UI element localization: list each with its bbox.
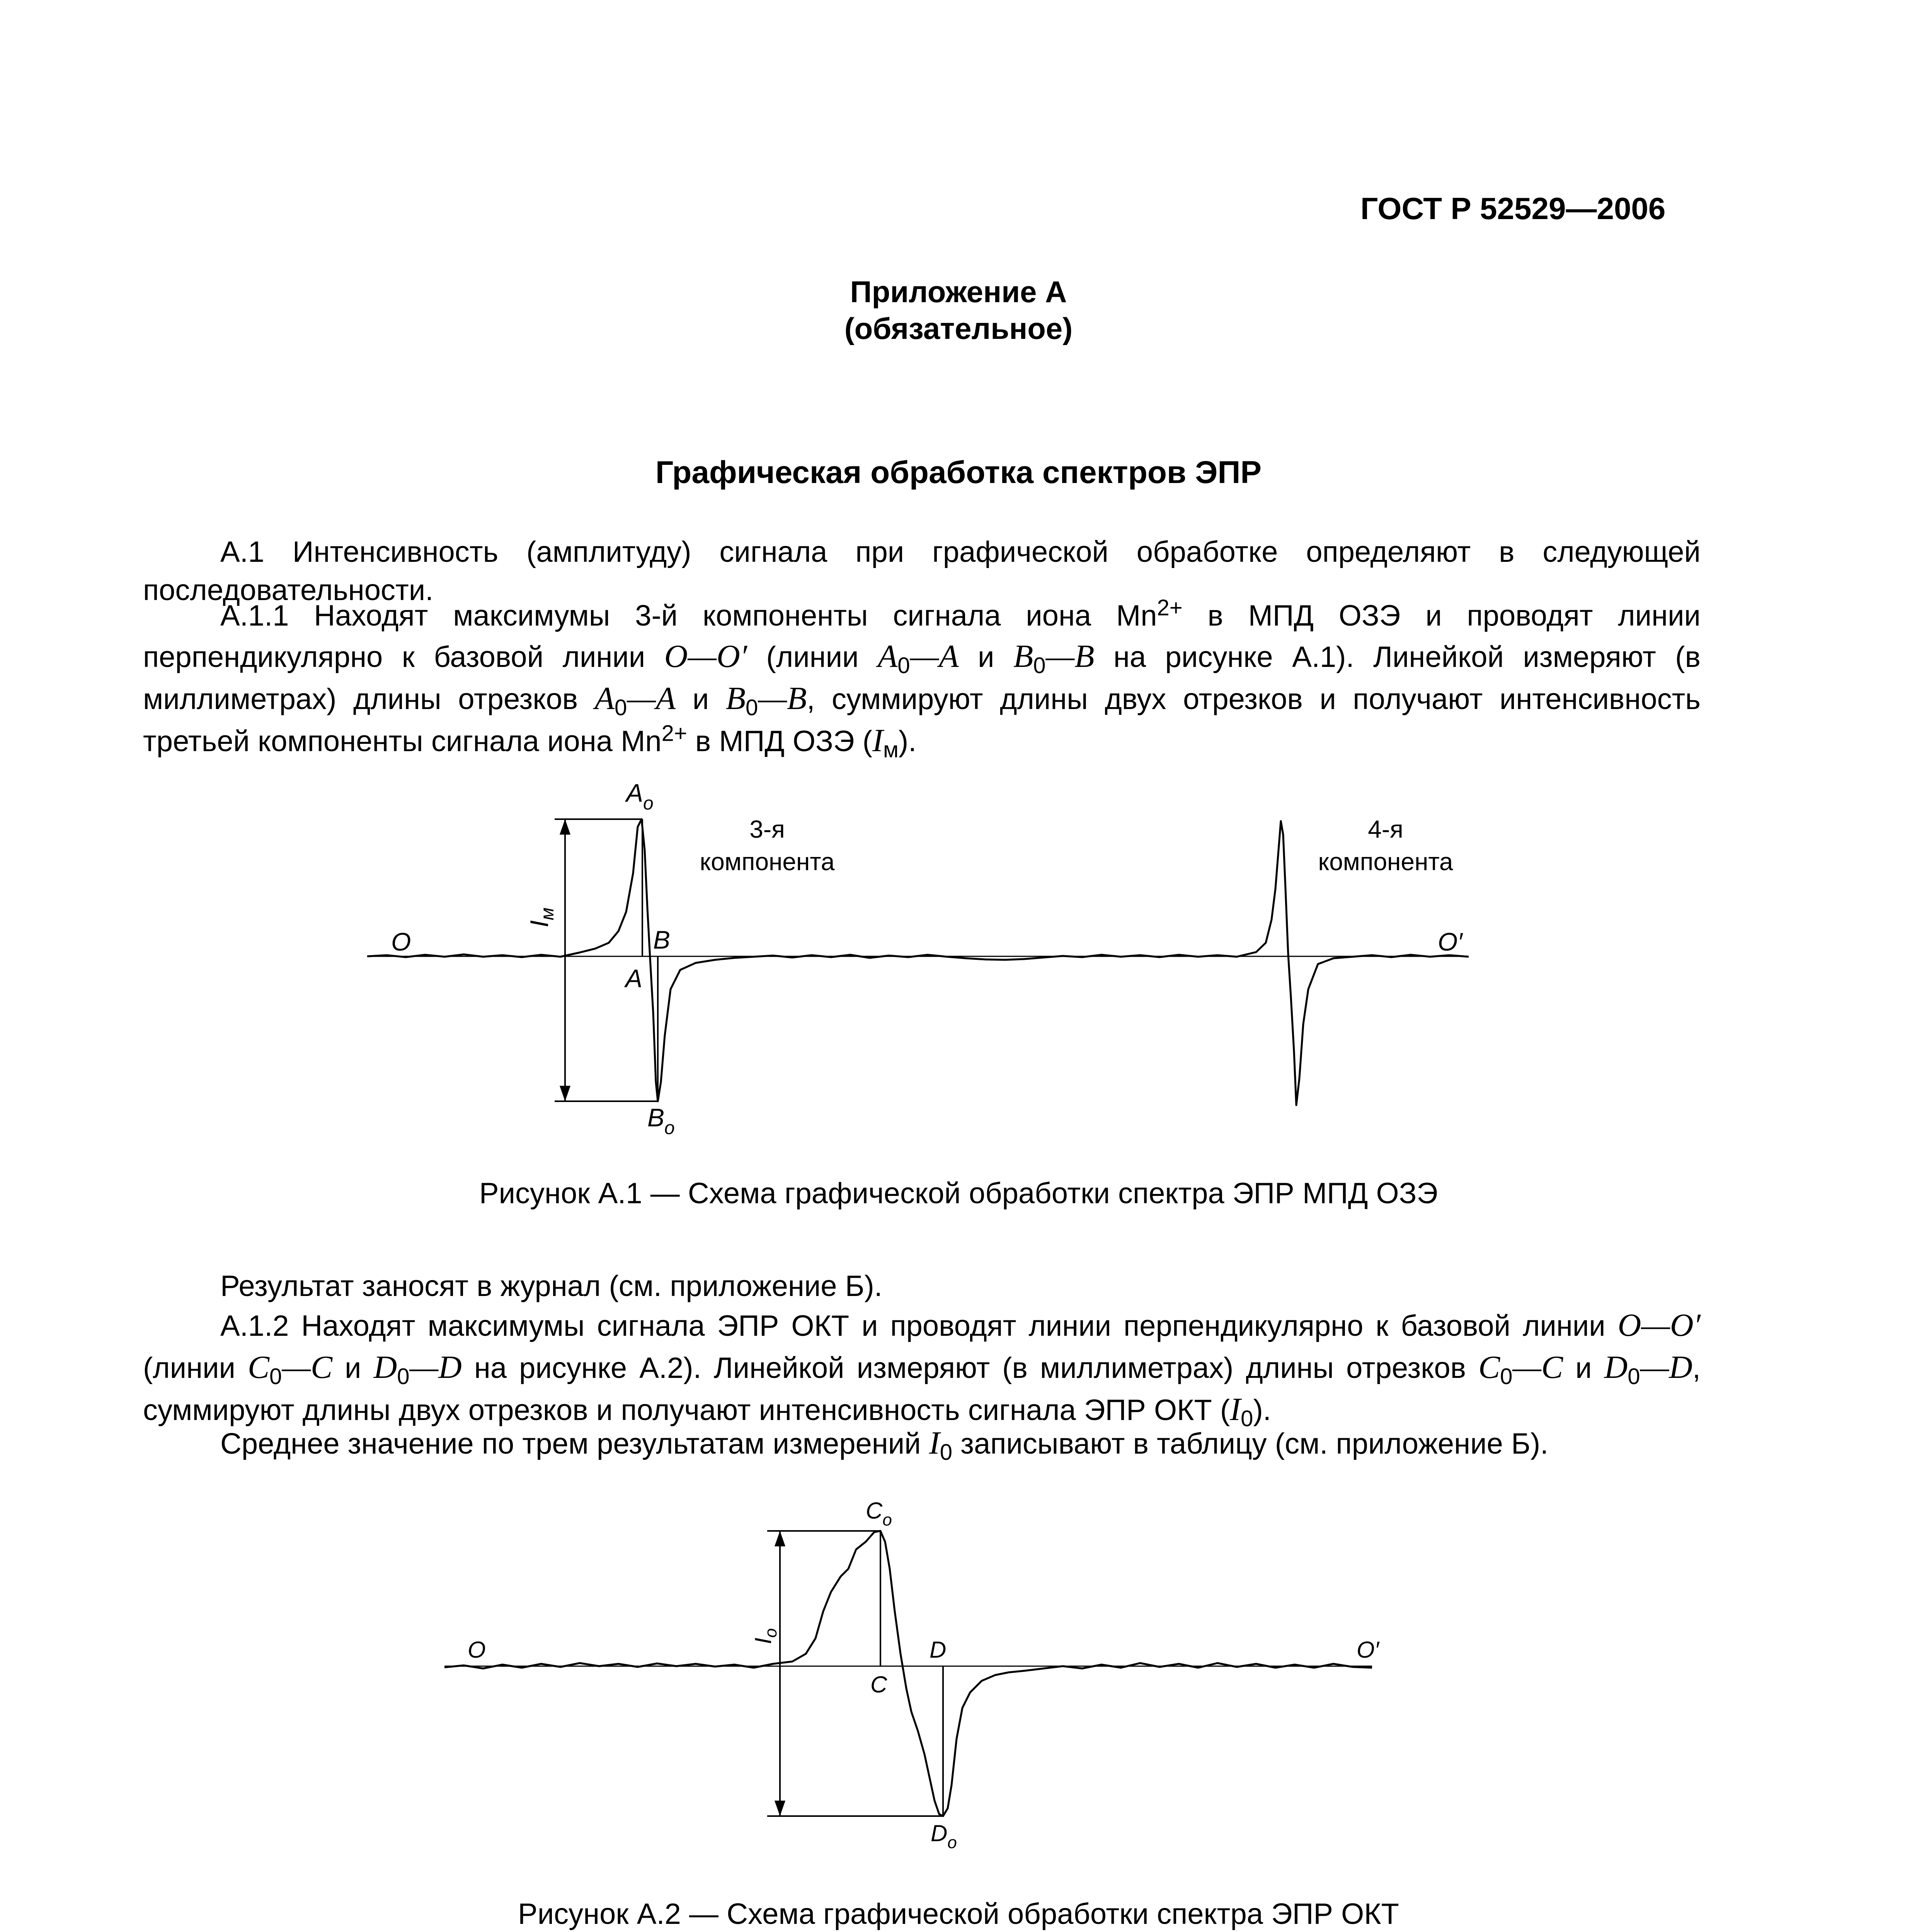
figure-a1 [0, 753, 1917, 1140]
standard-header: ГОСТ Р 52529—2006 [1360, 191, 1666, 226]
section-title: Графическая обработка спектров ЭПР [655, 455, 1262, 490]
spectrum-a2-curve [444, 1531, 1372, 1816]
label-b: B [653, 925, 671, 954]
arrow-up-a1 [560, 819, 570, 835]
label-comp3-line1: 3-я [749, 815, 785, 843]
paragraph-mean: Среднее значение по трем результатам измерений $I_0$ записывают в таблицу (см. приложение Б). [220, 1425, 1549, 1465]
label-a: A [625, 964, 643, 993]
figure-a2 [0, 1488, 1917, 1855]
label-b0: $B_o$ [647, 1103, 675, 1138]
appendix-status: (обязательное) [844, 311, 1073, 345]
paragraph-a12: А.1.2 Находят максимумы сигнала ЭПР ОКТ и проводят линии перпендикулярно к базовой линии O—O′ (линии $C_0—C$ и $D_0—D$ на рисунке А.2). Линейкой измеряют (в миллиметрах) длины отрезков $C_0—C$ и $D_0—D$, суммируют длины двух отрезков и получают интенсивность сигнала ЭПР ОКТ $(I_0)$. [143, 1307, 1701, 1432]
label-a0: $A_o$ [626, 779, 654, 814]
label-i0: $I_o$ [750, 1628, 780, 1644]
label-d0: $D_o$ [931, 1820, 957, 1852]
label-o-prime: O′ [1438, 927, 1462, 956]
arrow-down-a2 [775, 1801, 785, 1816]
label-c: C [870, 1672, 887, 1697]
label-o: O [468, 1637, 486, 1663]
spectrum-a1-curve [367, 819, 1469, 1105]
paragraph-a11: А.1.1 Находят максимумы 3-й компоненты сигнала иона $Mn^{2+}$ в МПД ОЗЭ и проводят линии перпендикулярно к базовой линии O—O′ (линии $A_0—A$ и $B_0—B$ на рисунке А.1). Линейкой измеряют (в миллиметрах) длины отрезков $A_0—A$ и $B_0—B$, суммируют длины двух отрезков и получают интенсивность третьей компоненты сигнала иона $Mn^{2+}$ в МПД ОЗЭ $(I_м)$. [143, 595, 1701, 763]
label-c0: $C_o$ [866, 1498, 892, 1529]
paragraph-a1: А.1 Интенсивность (амплитуду) сигнала при графической обработке определяют в следующей последовательности. [143, 536, 1701, 607]
label-im: $I_м$ [525, 907, 558, 927]
label-comp3-line2: компонента [700, 848, 835, 876]
label-comp4-line1: 4-я [1368, 815, 1403, 843]
arrow-down-a1 [560, 1086, 570, 1101]
appendix-title: Приложение А [850, 275, 1067, 309]
figure-a2-caption: Рисунок А.2 — Схема графической обработки спектра ЭПР ОКТ [518, 1898, 1399, 1930]
figure-a1-caption: Рисунок А.1 — Схема графической обработки спектра ЭПР МПД ОЗЭ [479, 1177, 1438, 1210]
paragraph-result: Результат заносят в журнал (см. приложение Б). [220, 1270, 882, 1303]
label-comp4-line2: компонента [1318, 848, 1453, 876]
label-o-prime: O′ [1357, 1637, 1379, 1663]
label-d: D [930, 1637, 947, 1663]
arrow-up-a2 [775, 1531, 785, 1546]
label-o: O [391, 927, 411, 956]
